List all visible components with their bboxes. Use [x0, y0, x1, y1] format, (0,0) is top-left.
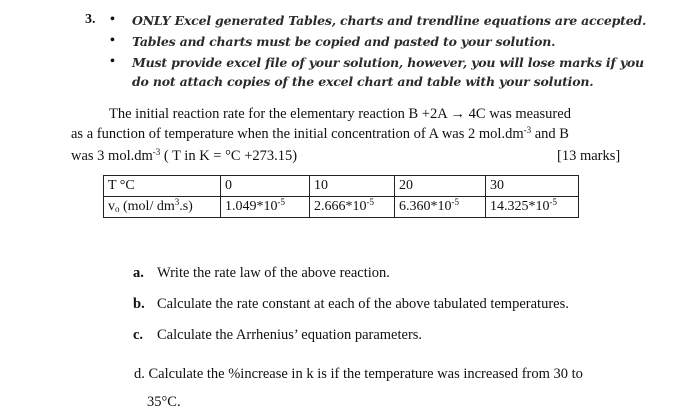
part-label: c. — [133, 327, 144, 343]
rate-cell: $1.049*10^{-5}$ — [221, 197, 310, 218]
intro-line-2: as a function of temperature when the initial concentration of A was 2 $mol.dm^{-3}$ and B — [71, 125, 569, 142]
part-label: a. — [133, 265, 144, 281]
rate-data-table — [103, 175, 579, 218]
table-row-rate — [104, 197, 579, 218]
rate-cell: $2.666*10^{-5}$ — [310, 197, 395, 218]
part-c — [133, 327, 422, 344]
row-label-temperature: T °C — [104, 176, 221, 197]
question-number: 3. — [85, 12, 96, 27]
part-b — [133, 296, 569, 313]
rate-cell: $6.360*10^{-5}$ — [395, 197, 486, 218]
part-text: Calculate the rate constant at each of the above tabulated temperatures. — [157, 296, 569, 312]
instruction-bullet-2: Tables and charts must be copied and pasted to your solution. — [132, 34, 556, 49]
instruction-bullet-1: ONLY Excel generated Tables, charts and trendline equations are accepted. — [132, 13, 647, 28]
part-text: Write the rate law of the above reaction. — [157, 265, 390, 281]
temperature-cell: 10 — [310, 176, 395, 197]
intro-line-3: was 3 $mol.dm^{-3}$ ( T in K = °C +273.15) — [71, 147, 298, 164]
instruction-bullet-3: Must provide excel file of your solution, however, you will lose marks if you — [132, 55, 644, 70]
instruction-bullet-3-continued: do not attach copies of the excel chart and table with your solution. — [132, 74, 594, 89]
row-label-rate: $v_o$ (mol/ $dm^3.s$) — [104, 197, 221, 218]
bullet-marker: • — [110, 33, 115, 48]
part-d-line-2: 35°C. — [147, 394, 181, 410]
table-row-temperature — [104, 176, 579, 197]
part-a — [133, 265, 390, 282]
temperature-cell: 0 — [221, 176, 310, 197]
part-text: Calculate the Arrhenius’ equation parameters. — [157, 327, 423, 343]
rate-cell: $14.325*10^{-5}$ — [486, 197, 579, 218]
part-d-line-1: d. Calculate the %increase in k is if the temperature was increased from 30 to — [134, 366, 583, 382]
part-label: b. — [133, 296, 145, 312]
marks-label: [13 marks] — [557, 148, 621, 164]
temperature-cell: 30 — [486, 176, 579, 197]
intro-line-1: The initial reaction rate for the elementary reaction B +2A → 4C was measured — [109, 106, 571, 122]
bullet-marker: • — [110, 54, 115, 69]
temperature-cell: 20 — [395, 176, 486, 197]
bullet-marker: • — [110, 12, 115, 27]
